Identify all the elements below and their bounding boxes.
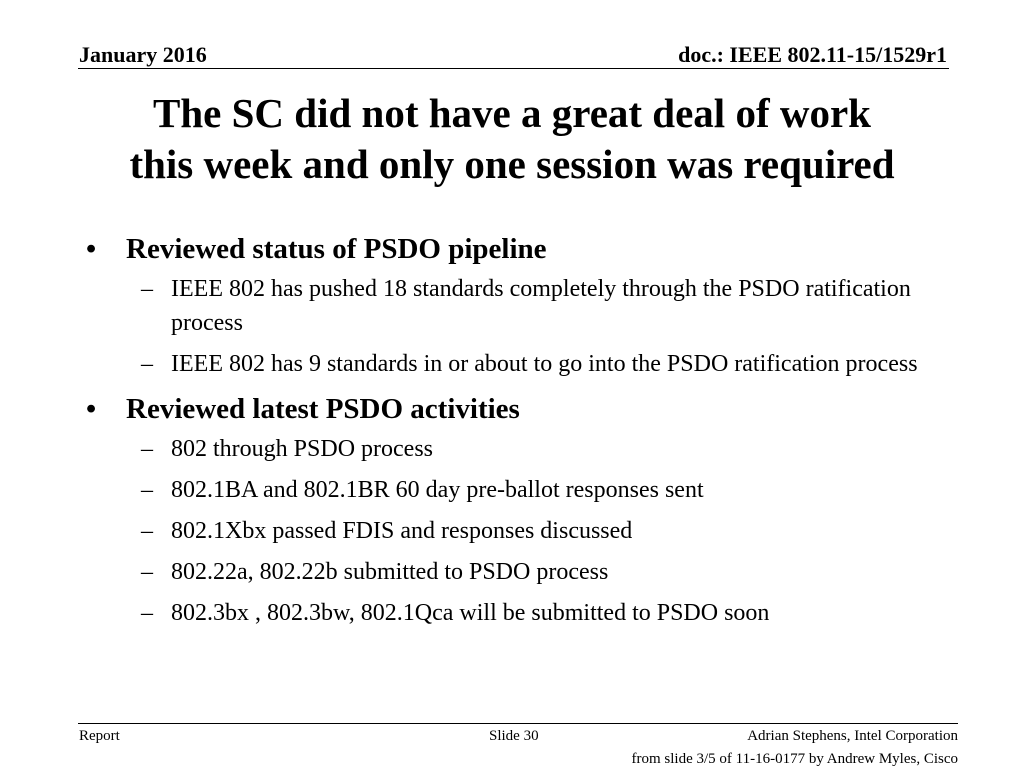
footer-author: Adrian Stephens, Intel Corporation — [747, 728, 958, 744]
sub-bullet-text: 802.3bx , 802.3bw, 802.1Qca will be submitted to PSDO soon — [171, 600, 770, 626]
sub-bullet-text: 802.1Xbx passed FDIS and responses discussed — [171, 518, 633, 544]
sub-bullet-item — [0, 596, 1024, 630]
bullet-item — [0, 388, 1024, 430]
bullet-item — [0, 228, 1024, 270]
bullet-text: Reviewed status of PSDO pipeline — [126, 233, 547, 265]
footer-report-label: Report — [79, 728, 120, 744]
sub-bullet-text: IEEE 802 has 9 standards in or about to go into the PSDO ratification process — [171, 351, 918, 377]
dash-icon: – — [141, 436, 153, 462]
bullet-icon: • — [86, 393, 97, 425]
dash-icon: – — [141, 518, 153, 544]
bullet-icon: • — [86, 233, 97, 265]
slide-title — [40, 88, 984, 190]
dash-icon: – — [141, 559, 153, 585]
sub-bullet-item — [0, 432, 1024, 466]
sub-bullet-text: IEEE 802 has pushed 18 standards completely through the PSDO ratification process — [171, 276, 911, 336]
slide-title-line-2: this week and only one session was required — [129, 141, 895, 187]
sub-bullet-text: 802.1BA and 802.1BR 60 day pre-ballot responses sent — [171, 477, 704, 503]
sub-bullet-item — [0, 555, 1024, 589]
sub-bullet-item — [0, 514, 1024, 548]
sub-bullet-item — [0, 347, 1024, 381]
bullet-text: Reviewed latest PSDO activities — [126, 393, 520, 425]
footer-divider — [78, 723, 958, 724]
sub-bullet-text: 802 through PSDO process — [171, 436, 433, 462]
sub-bullet-item — [0, 473, 1024, 507]
sub-bullet-text: 802.22a, 802.22b submitted to PSDO process — [171, 559, 609, 585]
footer-source-note: from slide 3/5 of 11-16-0177 by Andrew Myles, Cisco — [631, 751, 958, 767]
dash-icon: – — [141, 600, 153, 626]
header-divider — [78, 68, 949, 69]
dash-icon: – — [141, 351, 153, 377]
footer-slide-number: Slide 30 — [489, 728, 539, 744]
header-doc-id: doc.: IEEE 802.11-15/1529r1 — [678, 42, 947, 67]
slide-title-line-1: The SC did not have a great deal of work — [153, 90, 871, 136]
dash-icon: – — [141, 276, 153, 302]
sub-bullet-item — [0, 272, 1024, 340]
slide-body — [0, 228, 1024, 637]
dash-icon: – — [141, 477, 153, 503]
header-date: January 2016 — [79, 42, 207, 67]
